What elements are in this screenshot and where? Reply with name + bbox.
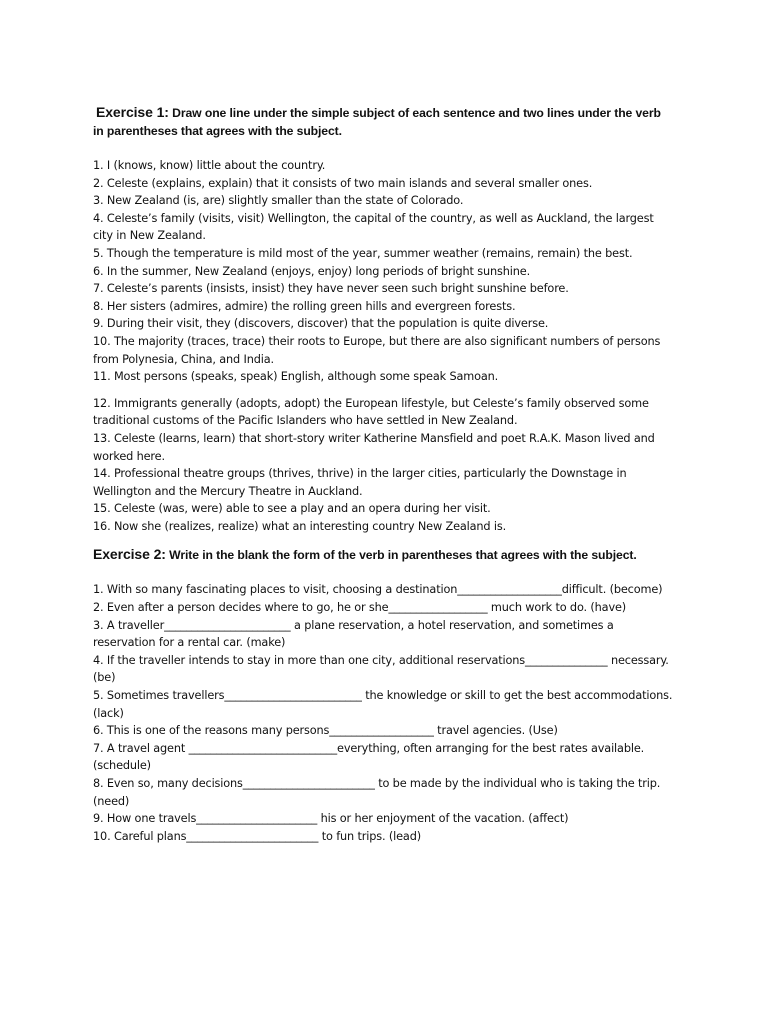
- exercise-2-instruction: Write in the blank the form of the verb in parentheses that agrees with the subject.: [169, 548, 637, 563]
- exercise-2-header: [93, 545, 673, 564]
- exercise-2-item: 2. Even after a person decides where to go, he or she__________________ much work to do. (have): [93, 601, 627, 615]
- exercise-1-item: 7. Celeste’s parents (insists, insist) they have never seen such bright sunshine before.: [93, 282, 569, 296]
- exercise-1-item: 13. Celeste (learns, learn) that short-story writer Katherine Mansfield and poet R.A.K. Mason lived and worked here.: [93, 431, 655, 463]
- exercise-1-item: 6. In the summer, New Zealand (enjoys, enjoy) long periods of bright sunshine.: [93, 264, 531, 278]
- exercise-1-item: 11. Most persons (speaks, speak) English, although some speak Samoan.: [93, 370, 499, 384]
- exercise-1-item: 1. I (knows, know) little about the country.: [93, 159, 326, 172]
- exercise-1-item: 9. During their visit, they (discovers, discover) that the population is quite diverse.: [93, 317, 549, 331]
- exercise-1-header: [93, 103, 673, 140]
- exercise-1-instruction: Draw one line under the simple subject of each sentence and two lines under the verb in parentheses that agrees with the subject.: [93, 106, 661, 138]
- exercise-1-item: 15. Celeste (was, were) able to see a play and an opera during her visit.: [93, 502, 491, 516]
- exercise-1-item: 8. Her sisters (admires, admire) the rolling green hills and evergreen forests.: [93, 299, 516, 313]
- exercise-1-item: 16. Now she (realizes, realize) what an interesting country New Zealand is.: [93, 519, 507, 533]
- exercise-2-title: Exercise 2:: [93, 546, 166, 563]
- exercise-1-item: 3. New Zealand (is, are) slightly smaller than the state of Colorado.: [93, 194, 464, 208]
- exercise-1-list-part-b: [93, 395, 673, 536]
- exercise-1-item: 14. Professional theatre groups (thrives, thrive) in the larger cities, particularly the Downstage in Wellington and the Mercury Theatre in Auckland.: [93, 467, 627, 498]
- exercise-1-list-part-a: [93, 157, 673, 386]
- exercise-1-item: 5. Though the temperature is mild most of the year, summer weather (remains, remain) the best.: [93, 246, 633, 260]
- exercise-1-title: Exercise 1:: [96, 104, 169, 120]
- exercise-1-item: 10. The majority (traces, trace) their roots to Europe, but there are also significant numbers of persons from Polynesia, China, and India.: [93, 334, 661, 366]
- exercise-2-list: [93, 581, 673, 845]
- exercise-1-item: 12. Immigrants generally (adopts, adopt) the European lifestyle, but Celeste’s family observed some traditional customs of the Pacific Islanders who have settled in New Zealand.: [93, 396, 649, 428]
- exercise-2-item: 1. With so many fascinating places to visit, choosing a destination___________________difficult. (become): [93, 583, 663, 597]
- exercise-2-item: 5. Sometimes travellers_________________________ the knowledge or skill to get the best accommodations. (lack): [93, 689, 673, 720]
- exercise-1-item: 4. Celeste’s family (visits, visit) Wellington, the capital of the country, as well as Auckland, the largest city in New Zealand.: [93, 211, 654, 243]
- exercise-2-item: 4. If the traveller intends to stay in more than one city, additional reservations_______________ necessary. (be): [93, 653, 669, 685]
- exercise-2-item: 7. A travel agent ___________________________everything, often arranging for the best rates available. (schedule): [93, 741, 645, 773]
- exercise-1-item: 2. Celeste (explains, explain) that it consists of two main islands and several smaller ones.: [93, 176, 593, 190]
- exercise-2-item: 8. Even so, many decisions________________________ to be made by the individual who is taking the trip. (need): [93, 777, 661, 808]
- exercise-2-item: 6. This is one of the reasons many persons___________________ travel agencies. (Use): [93, 724, 558, 738]
- worksheet-page: [93, 103, 673, 845]
- exercise-2-item: 9. How one travels______________________ his or her enjoyment of the vacation. (affect): [93, 812, 569, 826]
- exercise-2-item: 3. A traveller_______________________ a plane reservation, a hotel reservation, and sometimes a reservation for a rental car. (make): [93, 618, 614, 650]
- exercise-2-item: 10. Careful plans________________________ to fun trips. (lead): [93, 829, 421, 843]
